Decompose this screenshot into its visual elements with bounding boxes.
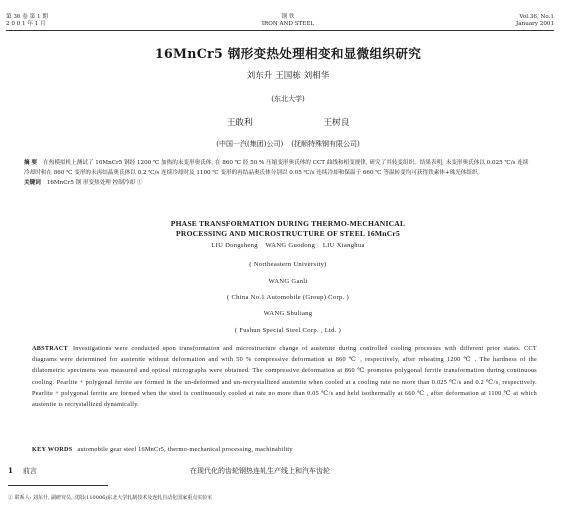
header-journal: 钢 铁 IRON AND STEEL — [261, 14, 315, 27]
paper-title-en-line1: PHASE TRANSFORMATION DURING THERMO-MECHANICAL — [170, 219, 406, 228]
abstract-en — [32, 343, 537, 410]
section-title: 前言 — [22, 467, 37, 475]
body-text: 在现代化的齿轮钢热连轧生产线上和汽车齿轮 — [190, 467, 330, 475]
abstract-cn-label: 摘 要 — [24, 160, 38, 166]
abstract-cn — [24, 158, 532, 188]
keywords-en-label: KEY WORDS — [32, 446, 73, 453]
paper-title-en — [0, 219, 576, 239]
affiliation3-en: ( Fushun Special Steel Corp. , Ltd. ) — [234, 327, 342, 334]
affiliation2-cn — [0, 139, 576, 149]
paper-title-cn: 16MnCr5 钢形变热处理相变和显微组织研究 — [154, 46, 422, 61]
authors-cn: 刘东升 王国栋 刘相华 — [246, 71, 330, 81]
affiliation2-en: ( China No.1 Automobile (Group) Corp. ) — [227, 294, 349, 301]
abstract-en-text: Investigations were conducted upon transformation and microstructure change of austenite during controlled cooling processes with different prior states. CCT diagrams were determined for austenite without deformation and with 50 % compressive deformation at 860 ℃ , respectively, after reheating 1200 ℃ . The hardness of the dilatometric specimens was measured and optical micrographs were obtained. The compressive deformation at 860 ℃ promotes polygonal ferrite transformation during continuous cooling. Pearlite + polygonal ferrite are formed in the un-deformed and un-recrystallized austenite when cooled at a cooling rate no more than 0.025 ℃/s and 0.2 ℃/s, respectively. Pearlite + polygonal ferrite are formed when the steel is continuously cooled at rate no more than 0.05 ℃/s and held isothermally at 660 ℃ , after deformation at 1100 ℃ at which austenite is recrystallized dynamically. — [32, 345, 537, 409]
keywords-cn-text: 16MnCr5 钢 形变热处理 控制冷却 ① — [46, 180, 143, 186]
keywords-cn-label: 关键词 — [24, 180, 41, 186]
keywords-en-text: automobile gear steel 16MnCr5, thermo-mechanical processing, machinability — [77, 446, 293, 453]
affiliation2-cn-b: (抚顺特殊钢有限公司) — [291, 140, 360, 148]
paper-title-en-line2: PROCESSING AND MICROSTRUCTURE OF STEEL 16MnCr5 — [176, 229, 400, 238]
header-volume: 第 36 卷 第 1 期 2 0 0 1 年 1 月 — [6, 14, 48, 27]
authors-en: LIU Dongsheng WANG Guodong LIU Xianghua — [211, 242, 365, 249]
abstract-cn-text: 在热模拟机上测试了 16MnCr5 钢经 1200 ℃ 加热的未变形奥氏体, 在 860 ℃ 经 50 % 压缩变形奥氏体的 CCT 曲线和相变规律, 研究了其转变组织。结果表明, 未变形奥氏体以 0.025 ℃/s 连续冷却时和在 860 ℃ 变形的未再结晶奥氏体以 0.2 ℃/s 连续冷却时及 1100 ℃ 变形的再结晶奥氏体分别以 0.05 ℃/s 连续冷却和保温于 660 ℃ 等温转变均可获得铁素体+珠光体组织。 — [24, 160, 529, 176]
header-issue: Vol.36, No.1 January 2001 — [516, 14, 554, 27]
abstract-en-label: ABSTRACT — [32, 345, 68, 352]
authors2-en: WANG Ganli — [268, 278, 308, 285]
header-divider — [6, 30, 554, 31]
affiliation-cn: (东北大学) — [271, 95, 305, 103]
keywords-en — [32, 446, 537, 453]
keywords-cn — [24, 178, 532, 188]
affiliation-en: ( Northeastern University) — [249, 261, 327, 268]
authors2-cn: 王敢利 王树良 — [226, 118, 350, 128]
section-heading — [8, 466, 37, 476]
footnote: ① 联系人: 刘东升, 副研究员, 沈阳(110006)东北大学轧制技术及连轧自动化国家重点实验室 — [8, 495, 213, 501]
affiliation2-cn-a: (中国一汽(集团)公司) — [216, 140, 284, 148]
footnote-divider — [8, 485, 108, 486]
authors3-en: WANG Shuliang — [263, 310, 313, 317]
section-number: 1 — [8, 466, 13, 475]
